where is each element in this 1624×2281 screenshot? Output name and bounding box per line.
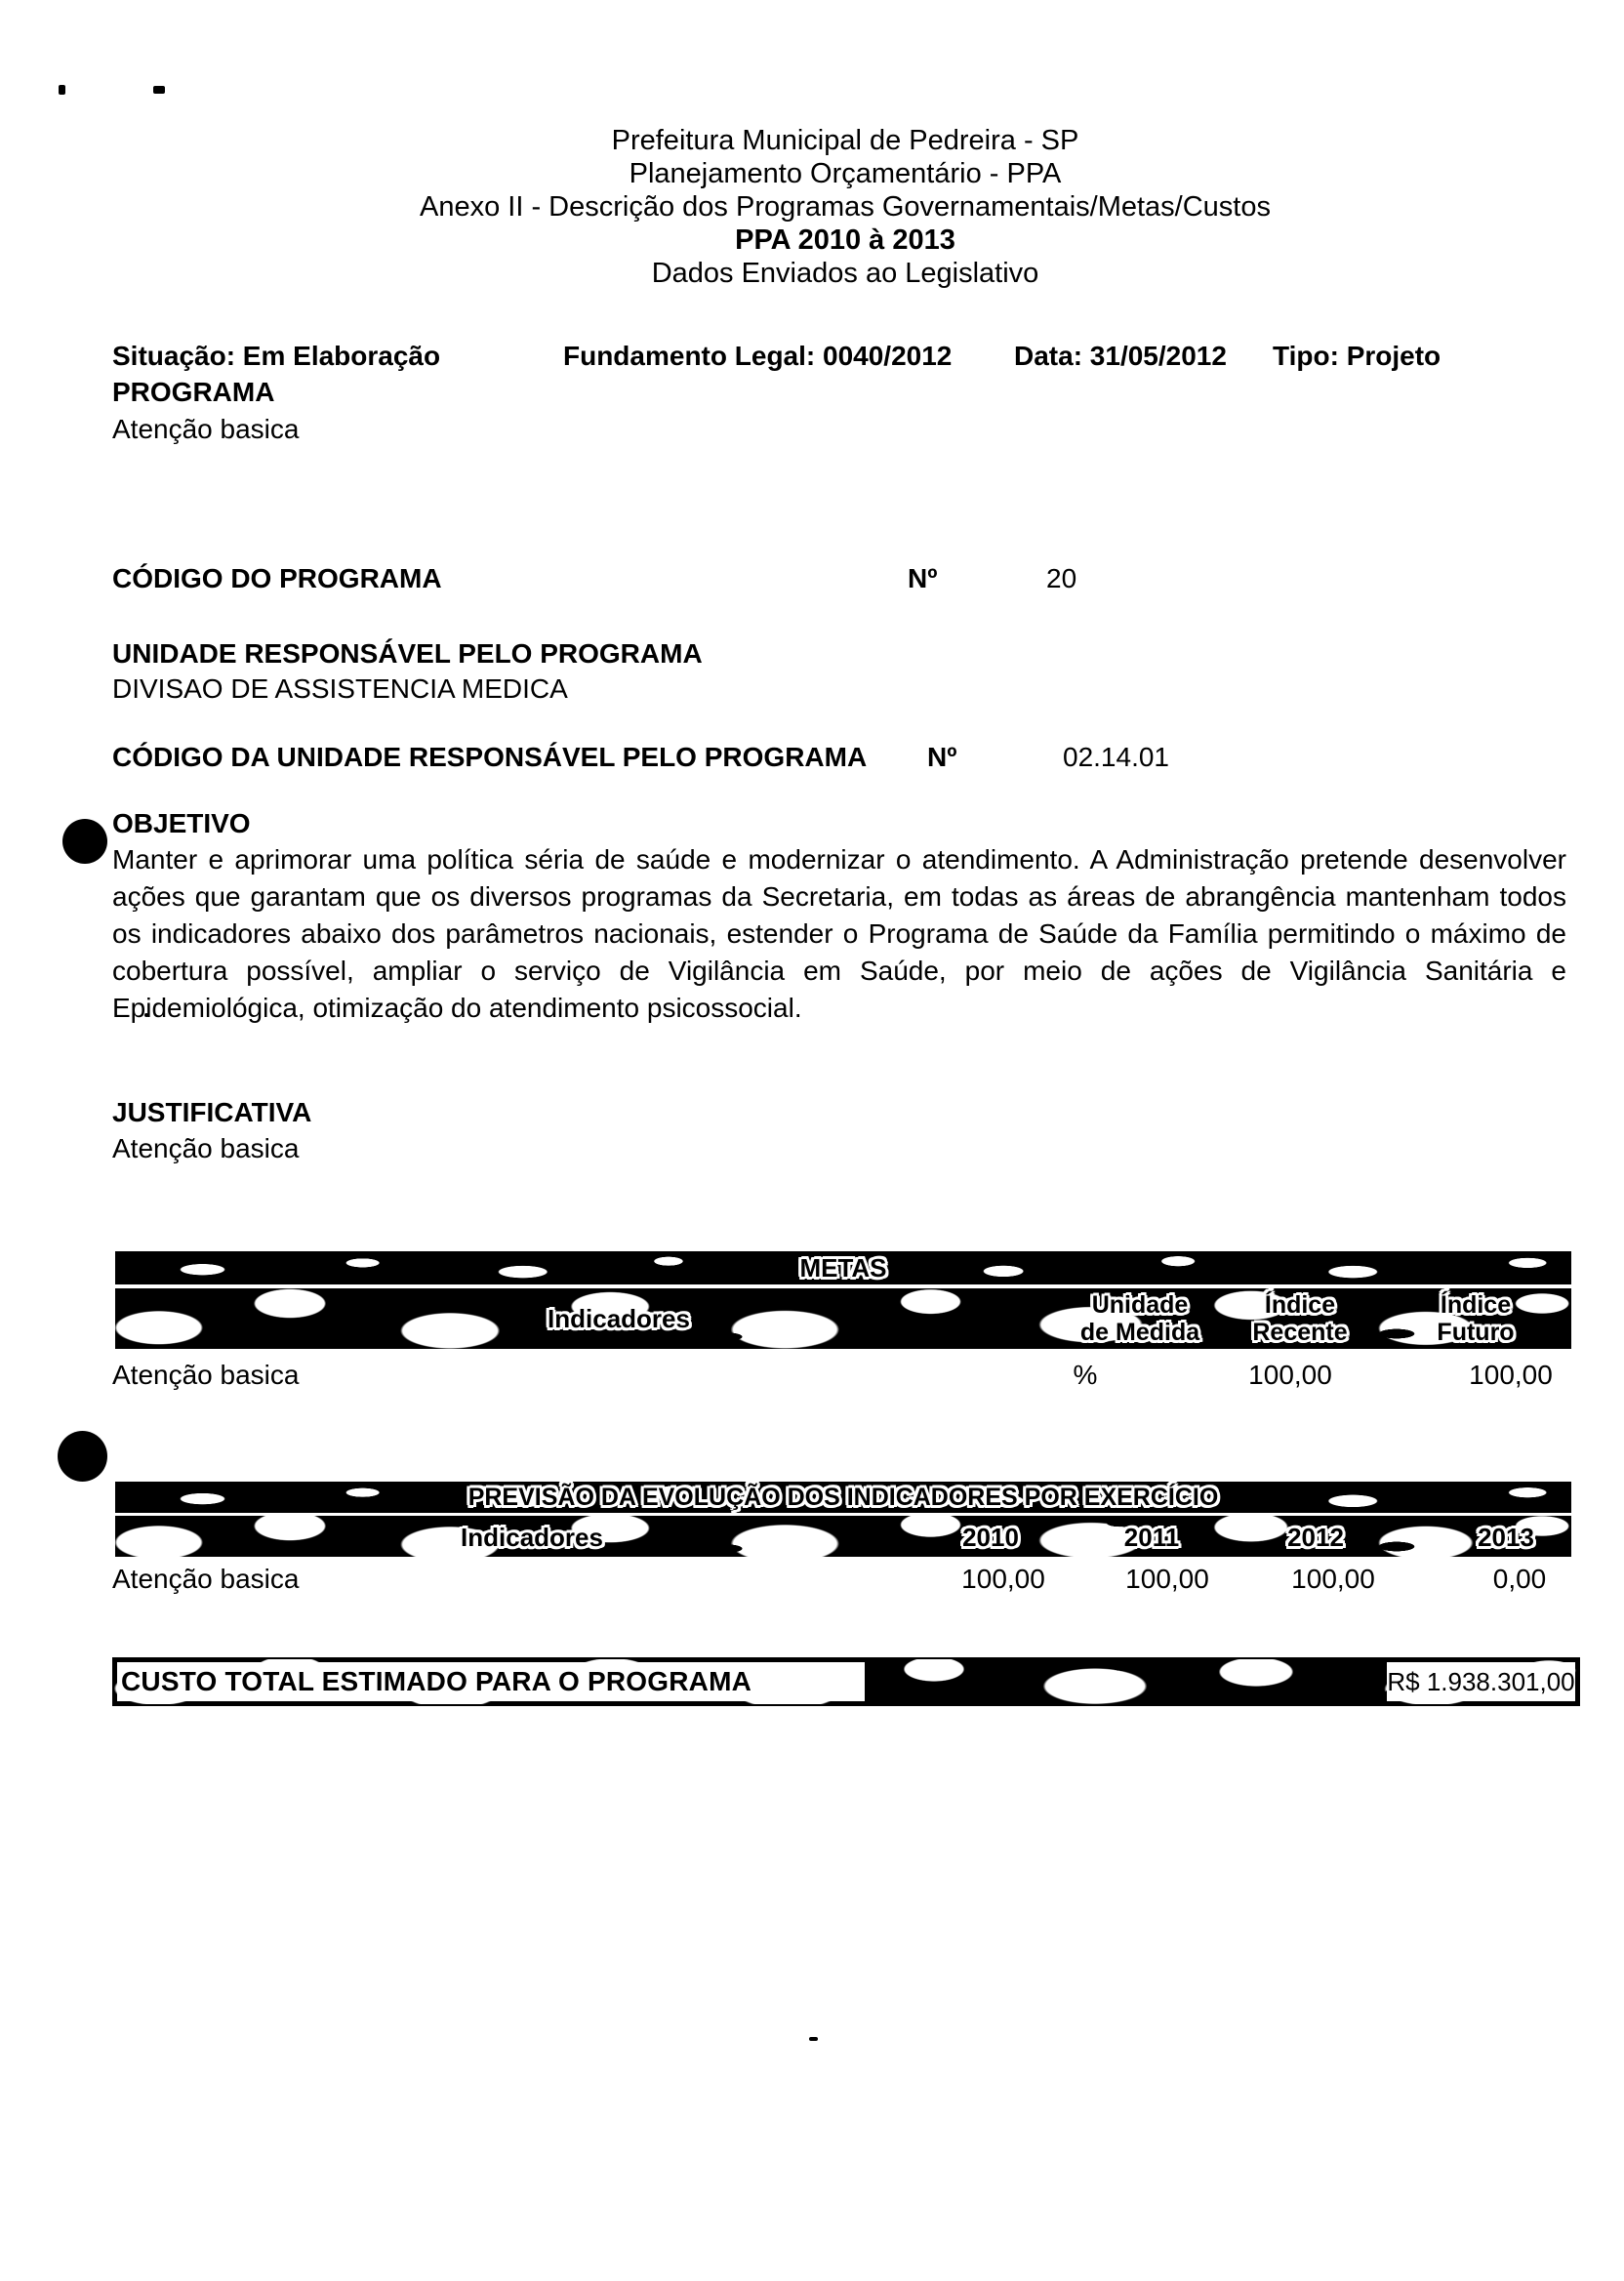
previsao-col-ano-2012: 2012 — [1287, 1523, 1344, 1552]
previsao-valor-2013: 0,00 — [1492, 1564, 1547, 1594]
programa-value: Atenção basica — [112, 414, 300, 444]
metas-title: METAS — [799, 1253, 887, 1283]
metas-row-unidade: % — [1073, 1360, 1098, 1390]
metas-col-futuro-linha1: Índice — [1440, 1291, 1512, 1319]
custo-total-label: CUSTO TOTAL ESTIMADO PARA O PROGRAMA — [121, 1666, 752, 1696]
custo-total-label-block — [117, 1662, 865, 1701]
previsao-valor-2010: 100,00 — [961, 1564, 1045, 1594]
previsao-col-ano-2013: 2013 — [1478, 1523, 1534, 1552]
header-destino: Dados Enviados ao Legislativo — [651, 258, 1039, 289]
tipo-field: Tipo: Projeto — [1273, 341, 1441, 371]
metas-col-futuro-linha2: Futuro — [1437, 1319, 1515, 1346]
hole-punch-mark — [58, 1431, 107, 1482]
metas-table — [115, 1251, 1571, 1349]
header-ppa-periodo: PPA 2010 à 2013 — [735, 224, 955, 256]
unidade-responsavel-value: DIVISAO DE ASSISTENCIA MEDICA — [112, 673, 568, 704]
metas-col-unidade-linha1: Unidade — [1091, 1291, 1189, 1319]
data-field: Data: 31/05/2012 — [1014, 341, 1227, 371]
custo-total-value: R$ 1.938.301,00 — [1387, 1666, 1575, 1696]
custo-total-bar — [112, 1657, 1580, 1706]
previsao-header-row — [115, 1516, 1571, 1557]
justificativa-text: Atenção basica — [112, 1133, 300, 1163]
objetivo-text: Manter e aprimorar uma política séria de saúde e modernizar o atendimento. A Administração pretende desenvolver ações que garantam que os diversos programas da Secretaria, em todas as áreas de abrangência mantenham todos os indicadores abaixo dos parâmetros nacionais, estender o Programa de Saúde da Família permitindo o máximo de cobertura possível, ampliar o serviço de Vigilância em Saúde, por meio de ações de Vigilância Sanitária e Epidemiológica, otimização do atendimento psicossocial. — [112, 844, 1566, 1023]
previsao-title: PREVISÃO DA EVOLUÇÃO DOS INDICADORES POR EXERCÍCIO — [467, 1484, 1219, 1511]
programa-label: PROGRAMA — [112, 377, 275, 407]
hole-punch-mark — [62, 819, 107, 864]
previsao-col-indicadores: Indicadores — [461, 1523, 603, 1552]
justificativa-label: JUSTIFICATIVA — [112, 1097, 312, 1127]
status-line — [112, 341, 1576, 372]
codigo-unidade-label: CÓDIGO DA UNIDADE RESPONSÁVEL PELO PROGRAMA — [112, 742, 868, 772]
metas-row-indice-futuro: 100,00 — [1469, 1360, 1553, 1390]
custo-total-value-block — [1387, 1662, 1575, 1701]
objetivo-label: OBJETIVO — [112, 808, 251, 838]
document-header — [64, 124, 1624, 290]
metas-col-unidade-medida — [1080, 1291, 1199, 1346]
metas-col-unidade-linha2: de Medida — [1079, 1319, 1200, 1346]
previsao-valor-2012: 100,00 — [1291, 1564, 1375, 1594]
codigo-unidade-numero: 02.14.01 — [1063, 742, 1169, 772]
metas-col-recente-linha2: Recente — [1252, 1319, 1348, 1346]
codigo-unidade-numero-label: Nº — [927, 742, 957, 772]
header-orgao: Prefeitura Municipal de Pedreira - SP — [611, 125, 1079, 156]
previsao-table — [115, 1482, 1571, 1557]
metas-header-row — [115, 1288, 1571, 1349]
metas-row-indice-recente: 100,00 — [1248, 1360, 1332, 1390]
fundamento-legal-field: Fundamento Legal: 0040/2012 — [563, 341, 953, 371]
metas-col-indice-recente — [1252, 1291, 1347, 1346]
scan-speck — [59, 85, 65, 95]
metas-row-indicador: Atenção basica — [112, 1360, 300, 1390]
metas-col-indicadores: Indicadores — [548, 1304, 690, 1333]
situacao-field: Situação: Em Elaboração — [112, 341, 441, 371]
metas-title-banner — [115, 1251, 1571, 1284]
header-sistema: Planejamento Orçamentário - PPA — [629, 158, 1062, 189]
previsao-title-banner — [115, 1482, 1571, 1513]
metas-col-indice-futuro — [1437, 1291, 1514, 1346]
scan-speck — [809, 2037, 818, 2041]
header-anexo: Anexo II - Descrição dos Programas Governamentais/Metas/Custos — [420, 191, 1271, 223]
metas-col-recente-linha1: Índice — [1264, 1291, 1336, 1319]
previsao-valor-2011: 100,00 — [1125, 1564, 1209, 1594]
codigo-programa-numero-label: Nº — [908, 563, 938, 593]
codigo-programa-numero: 20 — [1046, 563, 1077, 593]
previsao-row-indicador: Atenção basica — [112, 1564, 300, 1594]
codigo-programa-label: CÓDIGO DO PROGRAMA — [112, 563, 442, 593]
previsao-col-ano-2011: 2011 — [1123, 1523, 1180, 1552]
scan-speck — [153, 86, 165, 94]
previsao-col-ano-2010: 2010 — [962, 1523, 1019, 1552]
unidade-responsavel-label: UNIDADE RESPONSÁVEL PELO PROGRAMA — [112, 638, 703, 669]
